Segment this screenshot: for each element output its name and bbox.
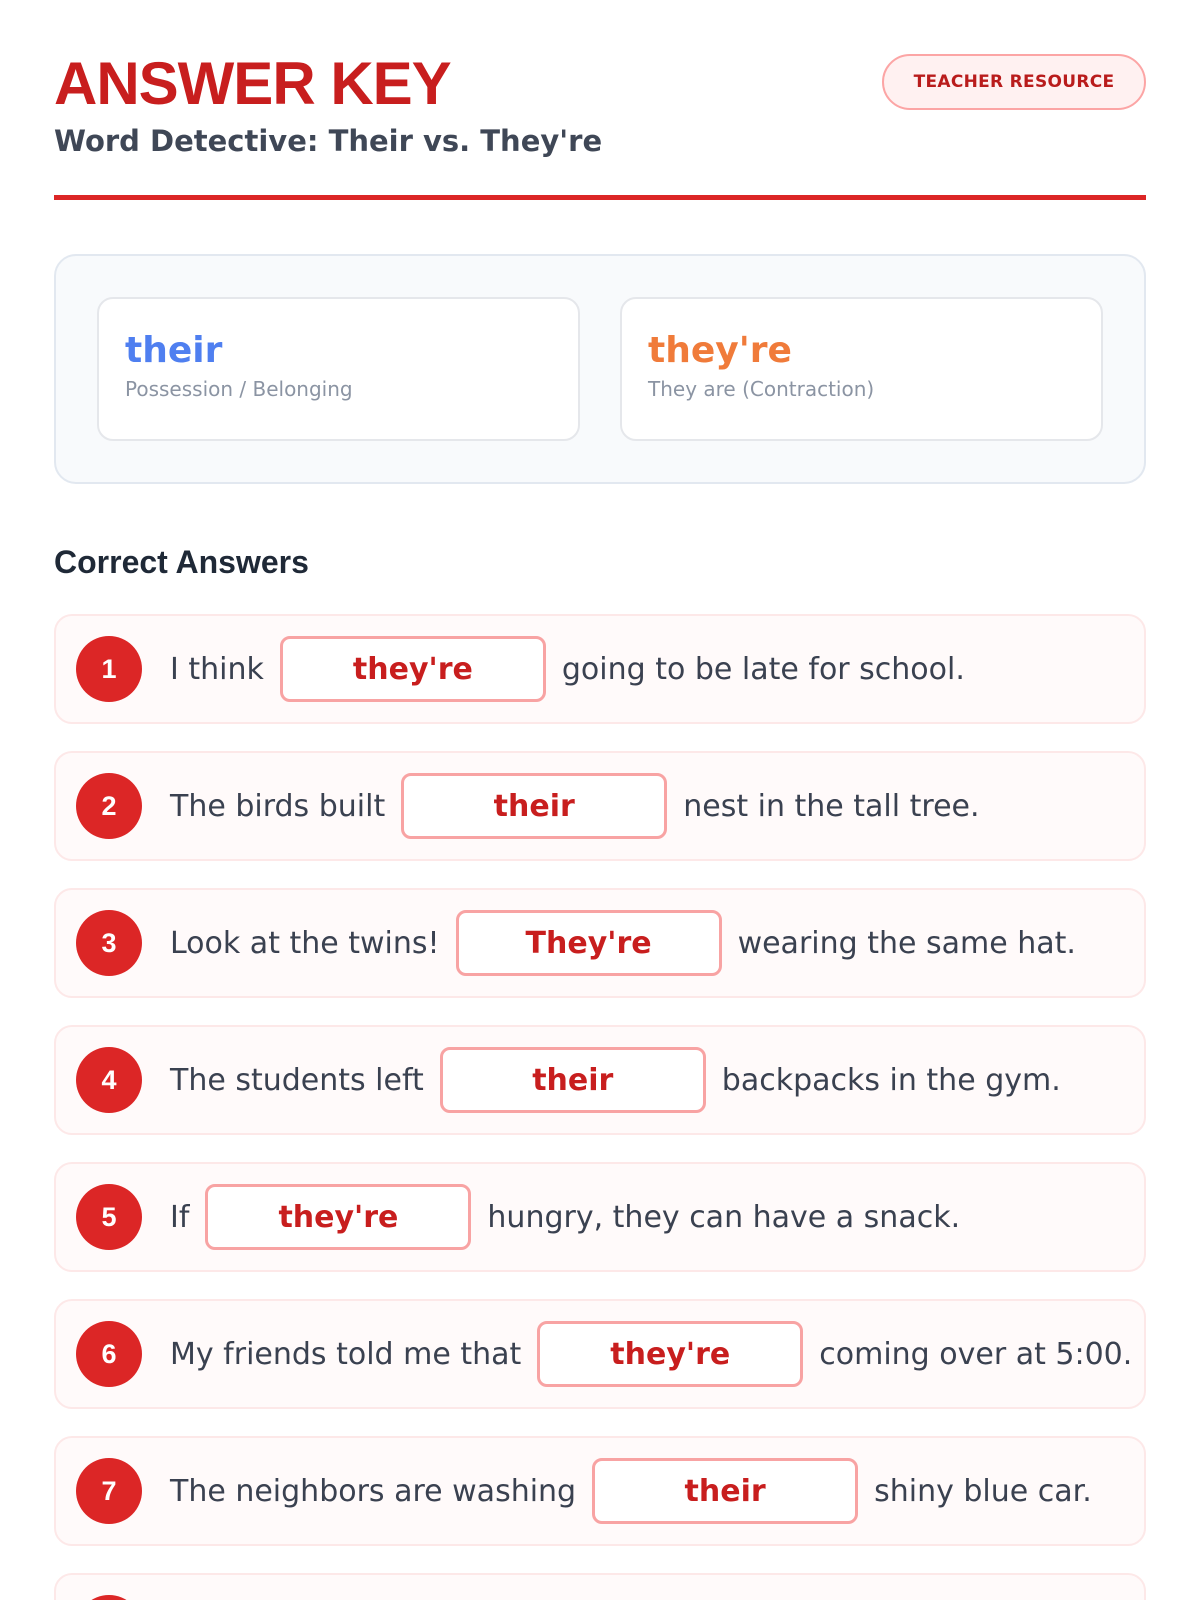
teacher-resource-badge: TEACHER RESOURCE [882, 54, 1146, 110]
sentence-after: wearing the same hat. [737, 925, 1076, 961]
sentence-after: going to be late for school. [561, 651, 965, 687]
sentence-before: I think [170, 651, 264, 687]
question-number-badge: 3 [76, 910, 142, 976]
question-number-badge: 6 [76, 1321, 142, 1387]
sentence-after: shiny blue car. [874, 1473, 1092, 1509]
page-title: ANSWER KEY [54, 50, 451, 117]
answer-box: their [401, 773, 667, 839]
answer-row [54, 888, 1146, 998]
answer-row [54, 614, 1146, 724]
question-number-badge: 1 [76, 636, 142, 702]
answer-row [54, 751, 1146, 861]
answer-row [54, 1025, 1146, 1135]
sentence-before: The birds built [170, 788, 386, 824]
legend-word: their [125, 330, 223, 371]
sentence-before: Look at the twins! [170, 925, 440, 961]
word-legend [54, 254, 1146, 484]
question-number-badge [76, 1595, 142, 1600]
sentence-after: coming over at 5:00. [819, 1336, 1133, 1372]
answer-box: they're [205, 1184, 471, 1250]
sentence-after: nest in the tall tree. [683, 788, 980, 824]
answer-box: they're [537, 1321, 803, 1387]
answer-row [54, 1436, 1146, 1546]
page-subtitle: Word Detective: Their vs. They're [54, 124, 603, 158]
sentence-before: If [170, 1199, 190, 1235]
sentence-after: backpacks in the gym. [721, 1062, 1061, 1098]
legend-description: Possession / Belonging [125, 377, 353, 401]
sentence-before: The students left [170, 1062, 424, 1098]
answer-box: They're [456, 910, 722, 976]
header [54, 0, 1146, 200]
legend-description: They are (Contraction) [648, 377, 875, 401]
section-title: Correct Answers [54, 544, 309, 580]
legend-card-their [97, 297, 580, 441]
answer-row-partial [54, 1573, 1146, 1600]
answer-box: their [440, 1047, 706, 1113]
sentence-after: hungry, they can have a snack. [487, 1199, 961, 1235]
sentence-before: My friends told me that [170, 1336, 522, 1372]
answer-box: they're [280, 636, 546, 702]
answer-list [54, 614, 1146, 1600]
sentence-before: The neighbors are washing [170, 1473, 577, 1509]
answer-row [54, 1299, 1146, 1409]
question-number-badge: 4 [76, 1047, 142, 1113]
question-number-badge: 5 [76, 1184, 142, 1250]
question-number-badge: 7 [76, 1458, 142, 1524]
legend-card-theyre [620, 297, 1103, 441]
answer-box: their [592, 1458, 858, 1524]
legend-word: they're [648, 330, 792, 371]
question-number-badge: 2 [76, 773, 142, 839]
answer-row [54, 1162, 1146, 1272]
